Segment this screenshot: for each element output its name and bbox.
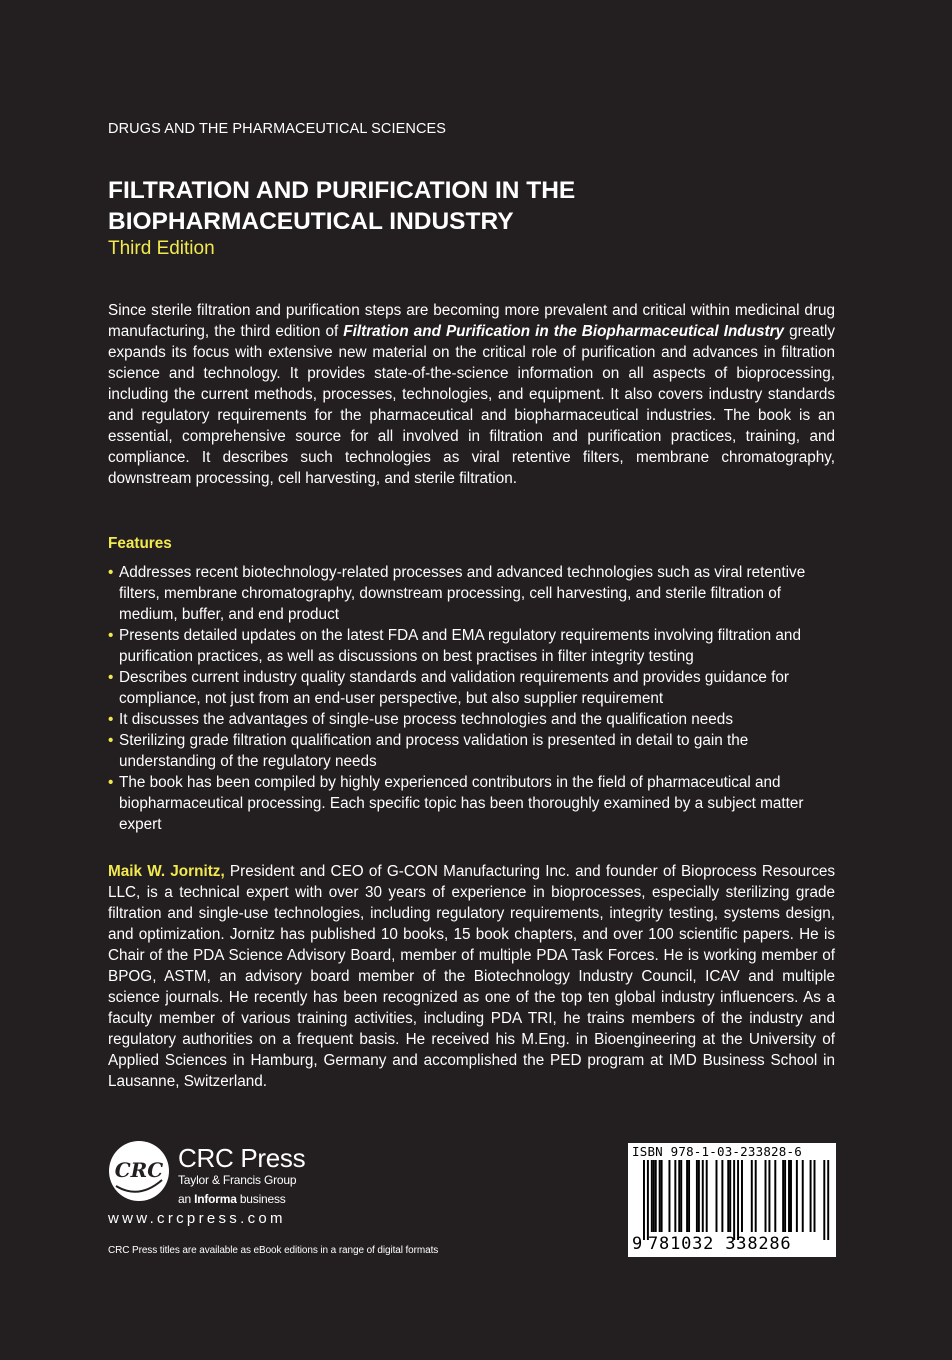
barcode-bar [661,1160,663,1232]
description-lead: Since sterile filtration and purification steps are becoming more prevalent and critical within medicinal drug manufacturing, the third edition of [108,302,835,340]
description-paragraph [108,300,835,489]
features-list [108,562,835,835]
ean-first-digit: 9 [632,1234,643,1254]
book-title-line-1: FILTRATION AND PURIFICATION IN THE [108,177,576,204]
series-title: DRUGS AND THE PHARMACEUTICAL SCIENCES [108,121,447,137]
barcode-bar [810,1160,812,1232]
barcode-bar [802,1160,804,1232]
barcode-bar [698,1160,700,1232]
author-bio [108,861,835,1092]
barcode-bar [788,1160,790,1232]
barcode-bar [823,1160,825,1240]
edition-label: Third Edition [108,238,215,259]
feature-text: It discusses the advantages of single-use process technologies and the qualification needs [119,711,733,728]
publisher-name: CRC Press [178,1143,306,1173]
barcode-bar [688,1160,690,1232]
crc-logo [108,1140,170,1202]
barcode-bar [647,1160,649,1240]
book-title-line-2: BIOPHARMACEUTICAL INDUSTRY [108,208,514,235]
author-bio-text: President and CEO of G-CON Manufacturing Inc. and founder of Bioprocess Resources LLC, is a technical expert with over 30 years of experience in bioprocesses, especially sterilizing grade filtration and single-use technologies, including regulatory requirements, integrity testing, systems design, and optimization. Jornitz has published 10 books, 15 book chapters, and over 100 scientific papers. He is Chair of the PDA Science Advisory Board, member of multiple PDA Task Forces. He is working member of BPOG, ASTM, an advisory board member of the Biotechnology Industry Council, ICAV and multiple science journals. He recently has been recognized as one of the top ten global industry influencers. As a faculty member of various training activities, including PDA TRI, he trains members of the industry and regulatory authorities on a frequent basis. He received his M.Eng. in Bioengineering at the University of Applied Sciences in Hamburg, Germany and accomplished the PED program at IMD Business School in Lausanne, Switzerland. [108,863,835,1090]
crc-logo-text: CRC [114,1158,164,1182]
bullet-icon: • [108,669,114,686]
author-name: Maik W. Jornitz, [108,863,225,880]
barcode-bar [790,1160,792,1232]
features-heading: Features [108,535,172,552]
description-rest: greatly expands its focus with extensive new material on the critical role of purification and advances in filtration science and technology. It provides state-of-the-science information on all aspects of bioprocessing, including the current methods, processes, technologies, and equipment. It also covers industry standards and regulatory requirements for the pharmaceutical and biopharmaceutical industries. The book is an essential, comprehensive source for all involved in filtration and purification practices, training, and compliance. It describes such technologies as viral retentive filters, membrane chromatography, downstream processing, cell harvesting, and sterile filtration. [108,323,836,487]
feature-text: The book has been compiled by highly experienced contributors in the field of pharmaceutical and biopharmaceutical processing. Each specific topic has been thoroughly examined by a subject matter expert [119,774,804,833]
publisher-group: Taylor & Francis Group [178,1173,297,1187]
barcode-bar [729,1160,731,1232]
barcode-bar [706,1160,708,1232]
feature-text: Addresses recent biotechnology-related processes and advanced technologies such as viral retentive filters, membrane chromatography, downstream processing, cell harvesting, and sterile filtration of medium, buffer, and end product [119,564,806,623]
barcode-bar [716,1160,718,1232]
barcode-bar [668,1160,670,1232]
feature-text: Describes current industry quality standards and validation requirements and provides guidance for compliance, not just from an end-user perspective, but also supplier requirement [119,669,790,707]
barcode-bar [768,1160,770,1232]
barcode-bar [655,1160,657,1232]
barcode-bar [680,1160,682,1232]
barcode-bar [696,1160,698,1232]
barcode-bar [678,1160,680,1232]
bullet-icon: • [108,564,114,581]
bullet-icon: • [108,711,114,728]
barcode-bar [814,1160,816,1232]
barcode-bar [721,1160,723,1232]
barcode-bar [727,1160,729,1232]
barcode-bar [827,1160,829,1240]
barcode-bar [796,1160,798,1232]
informa-brand: Informa [194,1192,237,1206]
barcode-bar [651,1160,653,1232]
barcode-bar [674,1160,676,1232]
barcode-bar [659,1160,661,1232]
feature-item [108,709,835,730]
barcode-bar [751,1160,753,1232]
barcode-bar [737,1160,739,1240]
barcode-bar [755,1160,757,1232]
ebook-note: CRC Press titles are available as eBook editions in a range of digital formats [108,1245,439,1256]
bullet-icon: • [108,627,114,644]
publisher-informa [178,1192,286,1206]
feature-item [108,667,835,709]
barcode-bar [702,1160,704,1232]
barcode-bar [782,1160,784,1232]
barcode-bar [765,1160,767,1232]
ean-digits: 781032 338286 [648,1234,792,1254]
feature-item [108,772,835,835]
bullet-icon: • [108,732,114,749]
isbn-label: ISBN 978-1-03-233828-6 [632,1144,802,1159]
bullet-icon: • [108,774,114,791]
isbn-barcode [628,1143,836,1257]
publisher-website: www.crcpress.com [108,1210,286,1227]
barcode-bar [686,1160,688,1232]
book-title [108,175,808,237]
barcode-bar [643,1160,645,1240]
barcode-bar [653,1160,655,1232]
description-book-title: Filtration and Purification in the Biopharmaceutical Industry [343,323,785,340]
barcode-bar [741,1160,743,1232]
feature-item [108,730,835,772]
informa-suffix: business [236,1192,286,1206]
feature-item [108,625,835,667]
feature-text: Sterilizing grade filtration qualification and process validation is presented in detail to gain the understanding of the regulatory needs [119,732,749,770]
informa-prefix: an [178,1192,195,1206]
barcode-bar [774,1160,776,1232]
feature-item [108,562,835,625]
feature-text: Presents detailed updates on the latest FDA and EMA regulatory requirements involving filtration and purification practices, as well as discussions on best practises in filter integrity testing [119,627,801,665]
barcode-bar [733,1160,735,1240]
barcode-bar [784,1160,786,1232]
